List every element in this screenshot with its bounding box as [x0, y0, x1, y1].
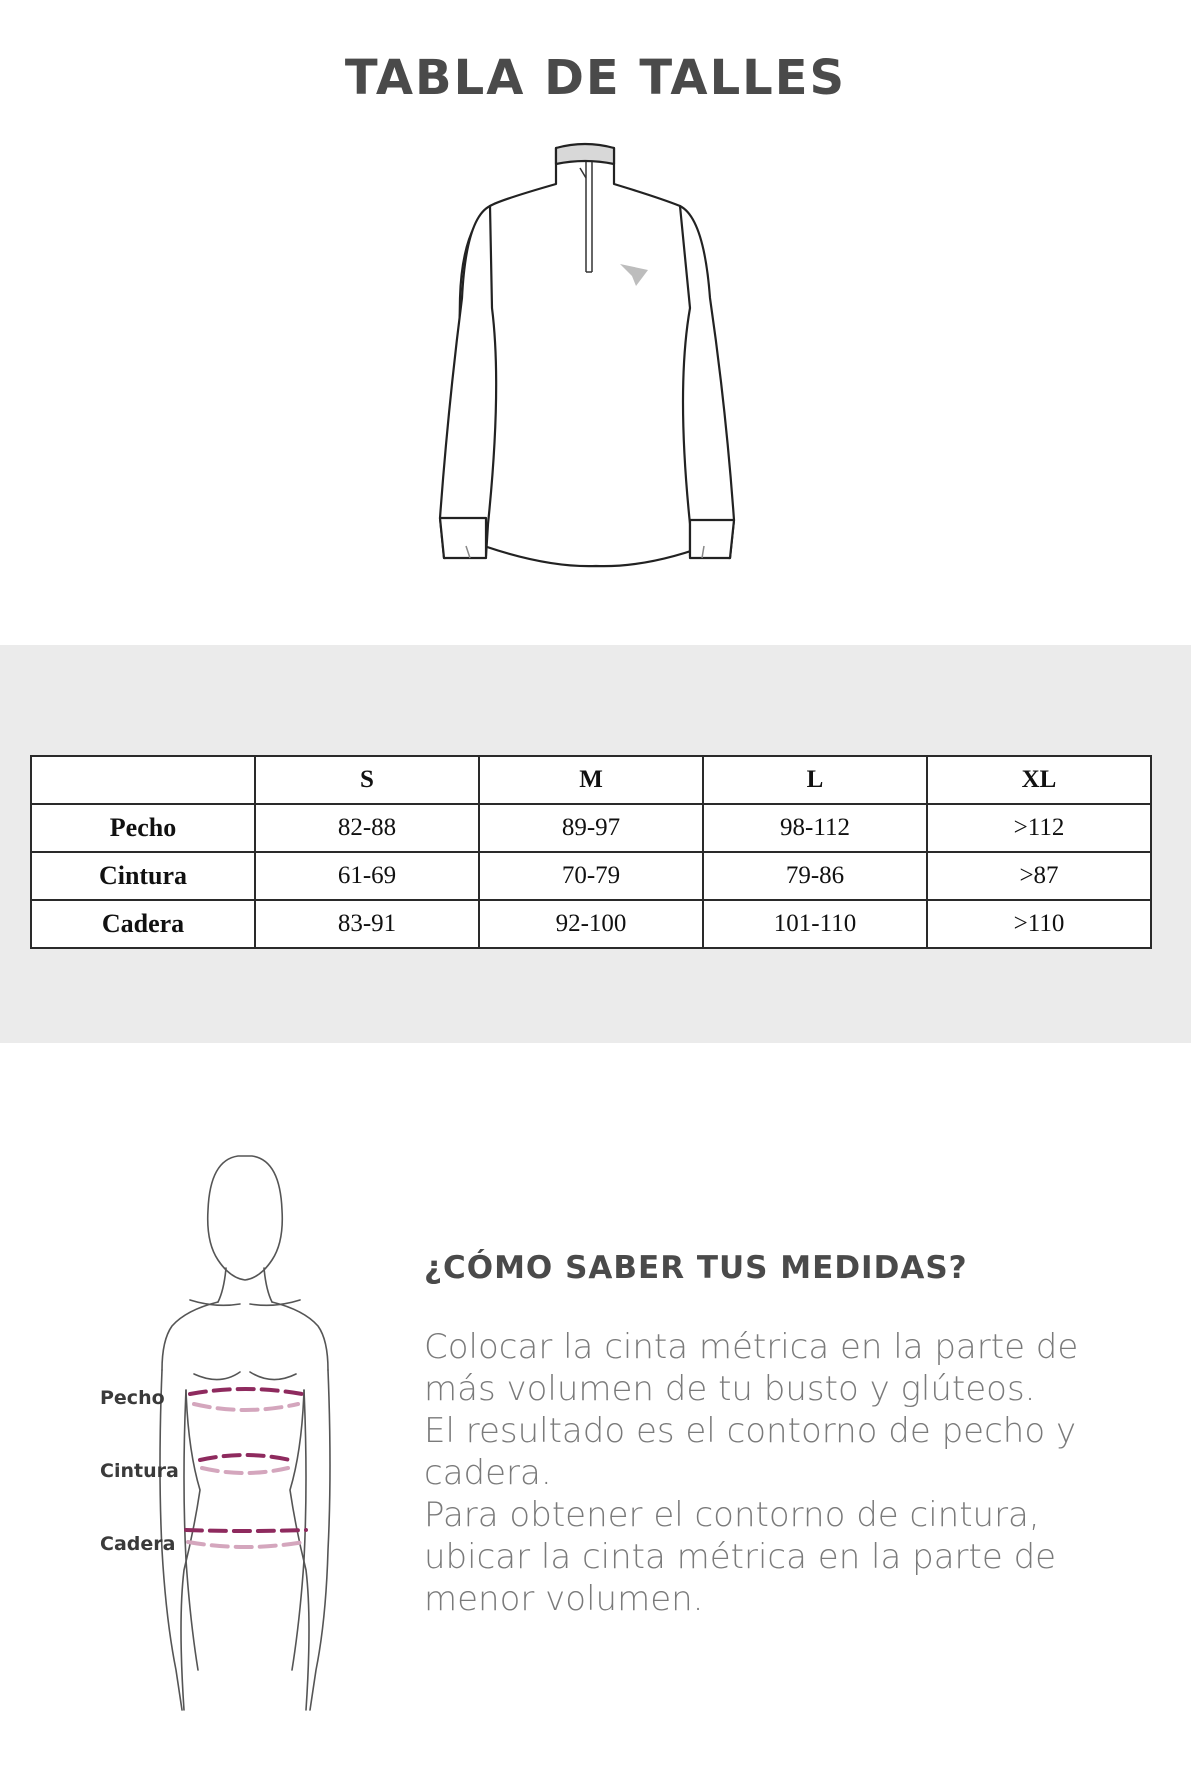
row-label: Pecho: [31, 804, 255, 852]
how-to-measure-text: [424, 1326, 1104, 1620]
waist-label: Cintura: [100, 1460, 179, 1482]
hip-label: Cadera: [100, 1533, 176, 1555]
table-row: [31, 852, 1151, 900]
page-title: TABLA DE TALLES: [344, 50, 847, 106]
table-header-cell: M: [479, 756, 703, 804]
quarter-zip-shirt-illustration: [0, 138, 1191, 568]
instruction-line: ubicar la cinta métrica en la parte de: [424, 1537, 1057, 1577]
instruction-line: Colocar la cinta métrica en la parte de: [424, 1327, 1079, 1367]
how-to-measure-title: ¿CÓMO SABER TUS MEDIDAS?: [424, 1250, 968, 1286]
table-header-cell: [31, 756, 255, 804]
table-cell: >87: [927, 852, 1151, 900]
chest-label: Pecho: [100, 1387, 165, 1409]
row-label: Cadera: [31, 900, 255, 948]
instruction-line: El resultado es el contorno de pecho y: [424, 1411, 1077, 1451]
table-cell: 79-86: [703, 852, 927, 900]
table-cell: 89-97: [479, 804, 703, 852]
size-table: [30, 755, 1152, 949]
table-cell: 83-91: [255, 900, 479, 948]
table-cell: 82-88: [255, 804, 479, 852]
table-row: [31, 804, 1151, 852]
table-cell: >110: [927, 900, 1151, 948]
table-cell: 70-79: [479, 852, 703, 900]
table-header-cell: XL: [927, 756, 1151, 804]
row-label: Cintura: [31, 852, 255, 900]
table-cell: >112: [927, 804, 1151, 852]
table-row: [31, 900, 1151, 948]
table-cell: 61-69: [255, 852, 479, 900]
table-cell: 101-110: [703, 900, 927, 948]
table-header-cell: L: [703, 756, 927, 804]
table-header-row: [31, 756, 1151, 804]
body-measurement-figure: [90, 1150, 420, 1750]
table-cell: 98-112: [703, 804, 927, 852]
instruction-line: cadera.: [424, 1453, 552, 1493]
table-header-cell: S: [255, 756, 479, 804]
table-cell: 92-100: [479, 900, 703, 948]
instruction-line: menor volumen.: [424, 1579, 704, 1619]
instruction-line: más volumen de tu busto y glúteos.: [424, 1369, 1036, 1409]
instruction-line: Para obtener el contorno de cintura,: [424, 1495, 1040, 1535]
